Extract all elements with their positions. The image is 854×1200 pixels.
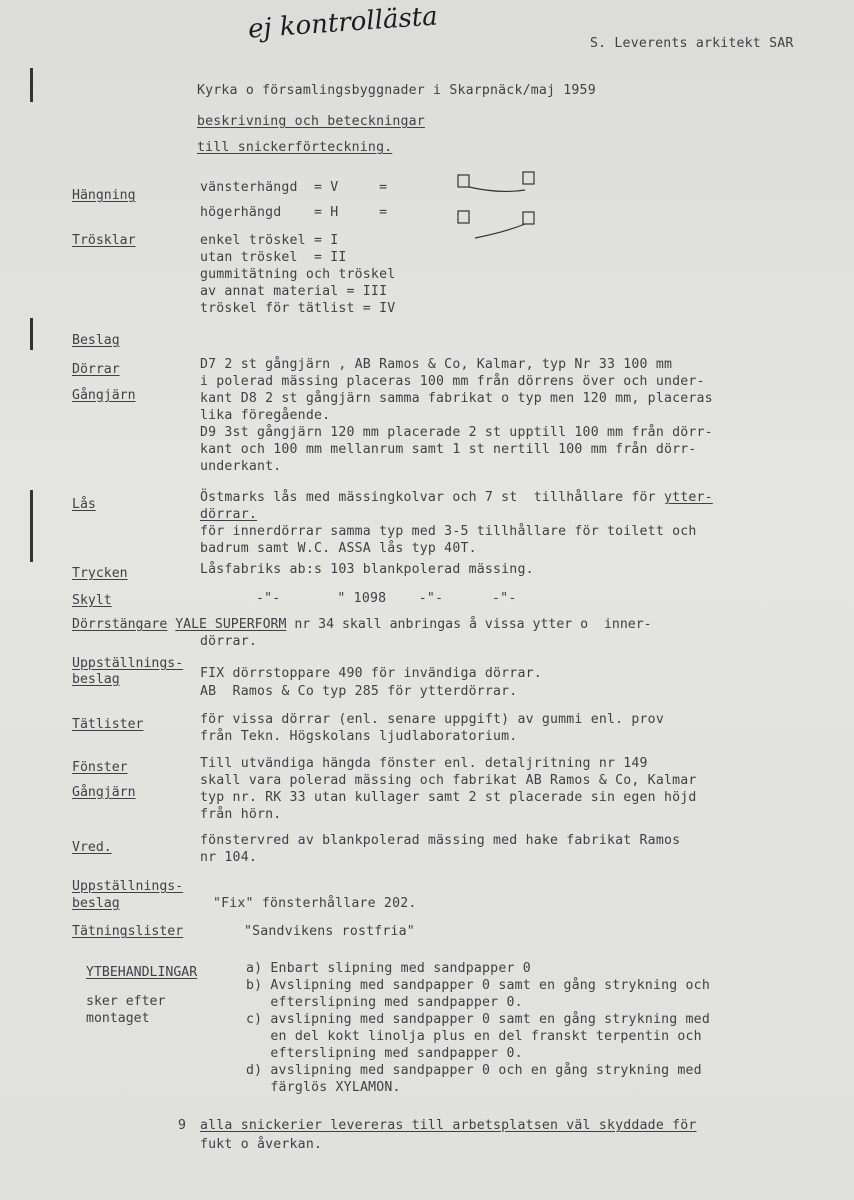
gangjarn-line-2: i polerad mässing placeras 100 mm från dörrens över och under-	[200, 374, 705, 389]
footer-mark: 9	[178, 1118, 187, 1133]
staple-hole-top	[30, 68, 33, 102]
title-line-3: till snickerförteckning.	[197, 140, 393, 155]
label-skylt: Skylt	[72, 593, 112, 608]
tatlister-line-1: för vissa dörrar (enl. senare uppgift) av gummi enl. prov	[200, 712, 664, 727]
label-uppstallning-2a: Uppställnings-	[72, 879, 184, 894]
staple-hole-middle	[30, 318, 33, 350]
vred-line-1: fönstervred av blankpolerad mässing med hake fabrikat Ramos	[200, 833, 681, 848]
label-uppstallning-1b: beslag	[72, 672, 120, 687]
staple-hole-bottom	[30, 490, 33, 562]
label-beslag: Beslag	[72, 333, 120, 348]
label-gangjarn: Gångjärn	[72, 388, 136, 403]
label-ytbehandlingar: YTBEHANDLINGAR	[86, 965, 198, 980]
fonster-line-4: från hörn.	[200, 807, 282, 822]
vred-line-2: nr 104.	[200, 850, 257, 865]
ytbehandling-a: a) Enbart slipning med sandpapper 0	[246, 961, 531, 976]
gangjarn-line-6: kant och 100 mm mellanrum samt 1 st nertill 100 mm från dörr-	[200, 442, 697, 457]
hinge-symbols	[450, 166, 550, 246]
label-las: Lås	[72, 497, 96, 512]
ytbehandling-c-3: efterslipning med sandpapper 0.	[246, 1046, 523, 1061]
tatningslister-text: "Sandvikens rostfria"	[244, 924, 415, 939]
gangjarn-line-1: D7 2 st gångjärn , AB Ramos & Co, Kalmar, typ Nr 33 100 mm	[200, 357, 673, 372]
trosklar-line-2: utan tröskel = II	[200, 250, 347, 265]
label-uppstallning-2b: beslag	[72, 896, 120, 911]
ytbehandling-b-2: efterslipning med sandpapper 0.	[246, 995, 523, 1010]
fonster-line-2: skall vara polerad mässing och fabrikat AB Ramos & Co, Kalmar	[200, 773, 697, 788]
label-trosklar: Trösklar	[72, 233, 136, 248]
label-vred: Vred.	[72, 840, 112, 855]
las-line-1: Östmarks lås med mässingkolvar och 7 st tillhållare för ytter-	[200, 490, 713, 505]
trosklar-line-1: enkel tröskel = I	[200, 233, 339, 248]
label-hangning: Hängning	[72, 188, 136, 203]
ytbehandling-d: d) avslipning med sandpapper 0 och en gång strykning med	[246, 1063, 702, 1078]
label-fonster-gangjarn: Gångjärn	[72, 785, 136, 800]
trosklar-line-5: tröskel för tätlist = IV	[200, 301, 396, 316]
dorrstangare-line: Dörrstängare YALE SUPERFORM nr 34 skall anbringas å vissa ytter o inner-	[72, 617, 652, 632]
las-line-2: dörrar.	[200, 507, 257, 522]
handwritten-note: ej kontrollästa	[247, 1, 439, 45]
footer-line-1: alla snickerier levereras till arbetsplatsen väl skyddade för	[200, 1118, 697, 1133]
trycken-text: Låsfabriks ab:s 103 blankpolerad mässing.	[200, 562, 534, 577]
hangning-h: högerhängd = H =	[200, 205, 388, 220]
architect-header: S. Leverents arkitekt SAR	[590, 36, 794, 51]
trosklar-line-3: gummitätning och tröskel	[200, 267, 396, 282]
footer-line-2: fukt o åverkan.	[200, 1137, 323, 1152]
uppstallning-1-line-2: AB Ramos & Co typ 285 för ytterdörrar.	[200, 684, 518, 699]
ytbehandling-c: c) avslipning med sandpapper 0 samt en gång strykning med	[246, 1012, 710, 1027]
title-line-2: beskrivning och beteckningar	[197, 114, 425, 129]
label-sker-efter: sker efter	[86, 994, 166, 1009]
uppstallning-1-line-1: FIX dörrstoppare 490 för invändiga dörrar.	[200, 666, 542, 681]
fonster-line-3: typ nr. RK 33 utan kullager samt 2 st placerade sin egen höjd	[200, 790, 697, 805]
trosklar-line-4: av annat material = III	[200, 284, 388, 299]
title-line-1: Kyrka o församlingsbyggnader i Skarpnäck/maj 1959	[197, 83, 596, 98]
uppstallning-2-text: "Fix" fönsterhållare 202.	[213, 896, 417, 911]
skylt-text: -"- " 1098 -"- -"-	[256, 591, 517, 606]
ytbehandling-c-2: en del kokt linolja plus en del franskt terpentin och	[246, 1029, 702, 1044]
las-line-3: för innerdörrar samma typ med 3-5 tillhållare för toilett och	[200, 524, 697, 539]
las-line-4: badrum samt W.C. ASSA lås typ 40T.	[200, 541, 477, 556]
label-fonster: Fönster	[72, 760, 128, 775]
dorrstangare-line-2: dörrar.	[200, 634, 257, 649]
ytbehandling-d-2: färglös XYLAMON.	[246, 1080, 401, 1095]
gangjarn-line-7: underkant.	[200, 459, 282, 474]
label-uppstallning-1a: Uppställnings-	[72, 656, 184, 671]
hangning-v: vänsterhängd = V =	[200, 180, 388, 195]
label-trycken: Trycken	[72, 566, 128, 581]
gangjarn-line-3: kant D8 2 st gångjärn samma fabrikat o typ men 120 mm, placeras	[200, 391, 713, 406]
label-tatningslister: Tätningslister	[72, 924, 184, 939]
gangjarn-line-5: D9 3st gångjärn 120 mm placerade 2 st upptill 100 mm från dörr-	[200, 425, 713, 440]
label-montaget: montaget	[86, 1011, 150, 1026]
fonster-line-1: Till utvändiga hängda fönster enl. detaljritning nr 149	[200, 756, 648, 771]
label-tatlister: Tätlister	[72, 717, 144, 732]
gangjarn-line-4: lika föregående.	[200, 408, 331, 423]
tatlister-line-2: från Tekn. Högskolans ljudlaboratorium.	[200, 729, 518, 744]
label-dorrar: Dörrar	[72, 362, 120, 377]
ytbehandling-b: b) Avslipning med sandpapper 0 samt en gång strykning och	[246, 978, 710, 993]
